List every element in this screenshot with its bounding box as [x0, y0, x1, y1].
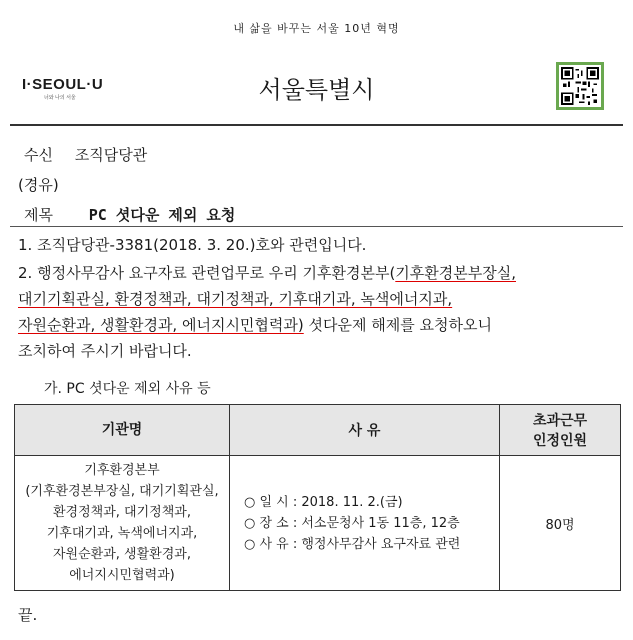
reason-cell	[230, 456, 500, 591]
header-staff	[500, 405, 621, 456]
header-staff-line-1: 초과근무	[532, 413, 588, 429]
via-label: (경유)	[18, 176, 59, 194]
org-line: 기후환경본부	[84, 463, 160, 478]
reason-place: ○ 장 소 : 서소문청사 1동 11층, 12층	[244, 515, 460, 531]
organization-title: 서울특별시	[258, 76, 375, 104]
paragraph-1-text: 조직담당관-3381(2018. 3. 20.)호와 관련입니다.	[37, 236, 367, 254]
reason-date: ○ 일 시 : 2018. 11. 2.(금)	[244, 494, 403, 510]
qr-code-icon	[556, 62, 604, 110]
staff-count-cell: 80명	[500, 456, 621, 591]
shutdown-exemption-table	[14, 404, 621, 591]
table-header-row	[15, 405, 621, 456]
recipient-row	[24, 144, 147, 165]
section-heading: 가. PC 셧다운 제외 사유 등	[44, 381, 211, 397]
reason-purpose: ○ 사 유 : 행정사무감사 요구자료 관련	[244, 536, 461, 552]
recipient-label: 수신	[24, 146, 53, 164]
org-line: 자원순환과, 생활환경과,	[53, 547, 191, 562]
logo-tagline: 너와 나의 서울	[44, 95, 76, 101]
paragraph-2-lead: 행정사무감사 요구자료 관련업무로 우리 기후환경본부(	[37, 264, 396, 282]
paragraph-1	[18, 234, 366, 255]
recipient-value: 조직담당관	[74, 146, 148, 164]
paragraph-2-tail: 셧다운제 해제를 요청하오니	[303, 316, 492, 334]
org-line: 환경정책과, 대기정책과,	[53, 505, 191, 520]
paragraph-2-line-2: 대기기획관실, 환경정책과, 대기정책과, 기후대기과, 녹색에너지과,	[18, 290, 453, 308]
org-cell	[15, 456, 230, 591]
org-line: 에너지시민협력과)	[69, 568, 175, 583]
table-row	[15, 456, 621, 591]
paragraph-2-number: 2.	[18, 264, 33, 282]
header-org: 기관명	[15, 405, 230, 456]
underlined-dept-3: 자원순환과, 생활환경과, 에너지시민협력과)	[18, 316, 304, 334]
subject-divider	[10, 226, 623, 227]
subject-value: PC 셧다운 제외 요청	[88, 206, 236, 224]
subject-row	[24, 204, 235, 225]
paragraph-2-line-4: 조치하여 주시기 바랍니다.	[18, 342, 192, 360]
org-line: 기후대기과, 녹색에너지과,	[46, 526, 198, 541]
header-divider	[10, 124, 623, 126]
org-line: (기후환경본부장실, 대기기획관실,	[25, 484, 219, 499]
header-staff-line-2: 인정인원	[532, 433, 588, 449]
paragraph-2-line-1	[18, 262, 516, 283]
subject-label: 제목	[24, 206, 53, 224]
logo-text: I·SEOUL·U	[22, 76, 104, 93]
paragraph-1-number: 1.	[18, 236, 33, 254]
closing-mark: 끝.	[18, 606, 38, 624]
paragraph-2-line-3	[18, 314, 492, 335]
slogan: 내 삶을 바꾸는 서울 10년 혁명	[233, 22, 400, 35]
header-reason: 사 유	[230, 405, 500, 456]
underlined-dept-1: 기후환경본부장실,	[395, 264, 516, 282]
